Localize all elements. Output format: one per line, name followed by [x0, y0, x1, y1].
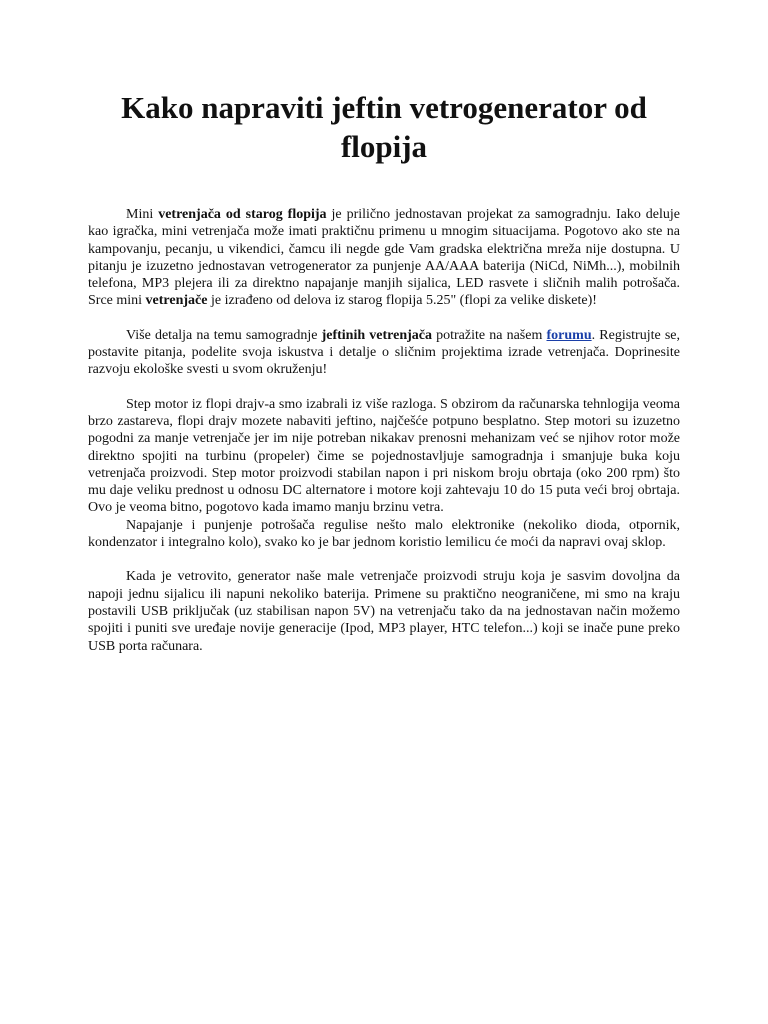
- paragraph-intro: [88, 206, 680, 310]
- paragraph-usb: Kada je vetrovito, generator naše male vetrenjače proizvodi struju koja je sasvim dovoljna da napoji jednu sijalicu ili napuni nekoliko baterija. Primene su praktično neograničene, mi smo na kraju postavili USB priključak (uz stabilisan napon 5V) na vetrenjaču tako da na jednostavan način možemo spojiti i puniti sve uređaje novije generacije (Ipod, MP3 player, HTC telefon...) koji se inače pune preko USB porta računara.: [88, 569, 680, 654]
- paragraph-forum: [88, 327, 680, 379]
- paragraph-intro-post: je izrađeno od delova iz starog flopija 5.25" (flopi za velike diskete)!: [207, 293, 597, 309]
- forum-link[interactable]: forumu: [546, 327, 592, 343]
- paragraph-power-supply: Napajanje i punjenje potrošača regulise nešto malo elektronike (nekoliko dioda, otpornik, kondenzator i integralno kolo), svako ko je bar jednom koristio lemilicu će moći da napravi ovaj sklop.: [88, 517, 680, 551]
- paragraph-step-motor: Step motor iz flopi drajv-a smo izabrali iz više razloga. S obzirom da računarska tehnlogija veoma brzo zastareva, flopi drajv mozete nabaviti jeftino, najčešće potpuno besplatno. Step motori su izuzetno pogodni za manje vetrenjače jer im nije potreban nikakav prenosni mehanizam već se njihov rotor može direktno spojiti na turbinu (propeler) čime se pojednostavljuje samogradnja i smanjuje buka koju vetrenjača proizvodi. Step motor proizvodi stabilan napon i pri niskom broju obrtaja (oko 200 rpm) što mu daje veliku prednost u odnosu DC alternatore i motore koji zahtevaju 10 do 15 puta veći broj obrtaja. Ovo je veoma bitno, pogotovo kada imamo manju brzinu vetra.: [88, 396, 680, 516]
- paragraph-intro-bold-2: vetrenjače: [145, 293, 208, 309]
- paragraph-forum-pre: Više detalja na temu samogradnje: [126, 327, 322, 343]
- document-body: [88, 206, 680, 655]
- paragraph-forum-bold: jeftinih vetrenjača: [321, 327, 432, 343]
- paragraph-intro-pre: Mini: [126, 207, 159, 222]
- document-title: Kako napraviti jeftin vetrogenerator od flopija: [121, 90, 647, 164]
- paragraph-forum-post: . Registrujte se, postavite pitanja, podelite svoja iskustva i detalje o sličnim projektima izrade vetrenjača. Doprinesite razvoju ekološke svesti u svom okruženju!: [88, 327, 681, 378]
- paragraph-forum-mid: potražite na našem: [431, 327, 547, 343]
- paragraph-intro-mid: je prilično jednostavan projekat za samogradnju. Iako deluje kao igračka, mini vetrenjača može imati praktičnu primenu u mnogim situacijama. Pogotovo ako ste na kampovanju, pecanju, u vikendici, čamcu ili negde gde Vam gradska električna mreža nije dostupna. U pitanju je izuzetno jednostavan vetrogenerator za punjenje AA/AAA baterija (NiCd, NiMh...), mobilnih telefona, MP3 plejera ili za direktno napajanje manjih sijalica, LED rasvete i sličnih malih potrošača. Srce mini: [88, 207, 680, 309]
- paragraph-intro-bold-1: vetrenjača od starog flopija: [158, 207, 327, 222]
